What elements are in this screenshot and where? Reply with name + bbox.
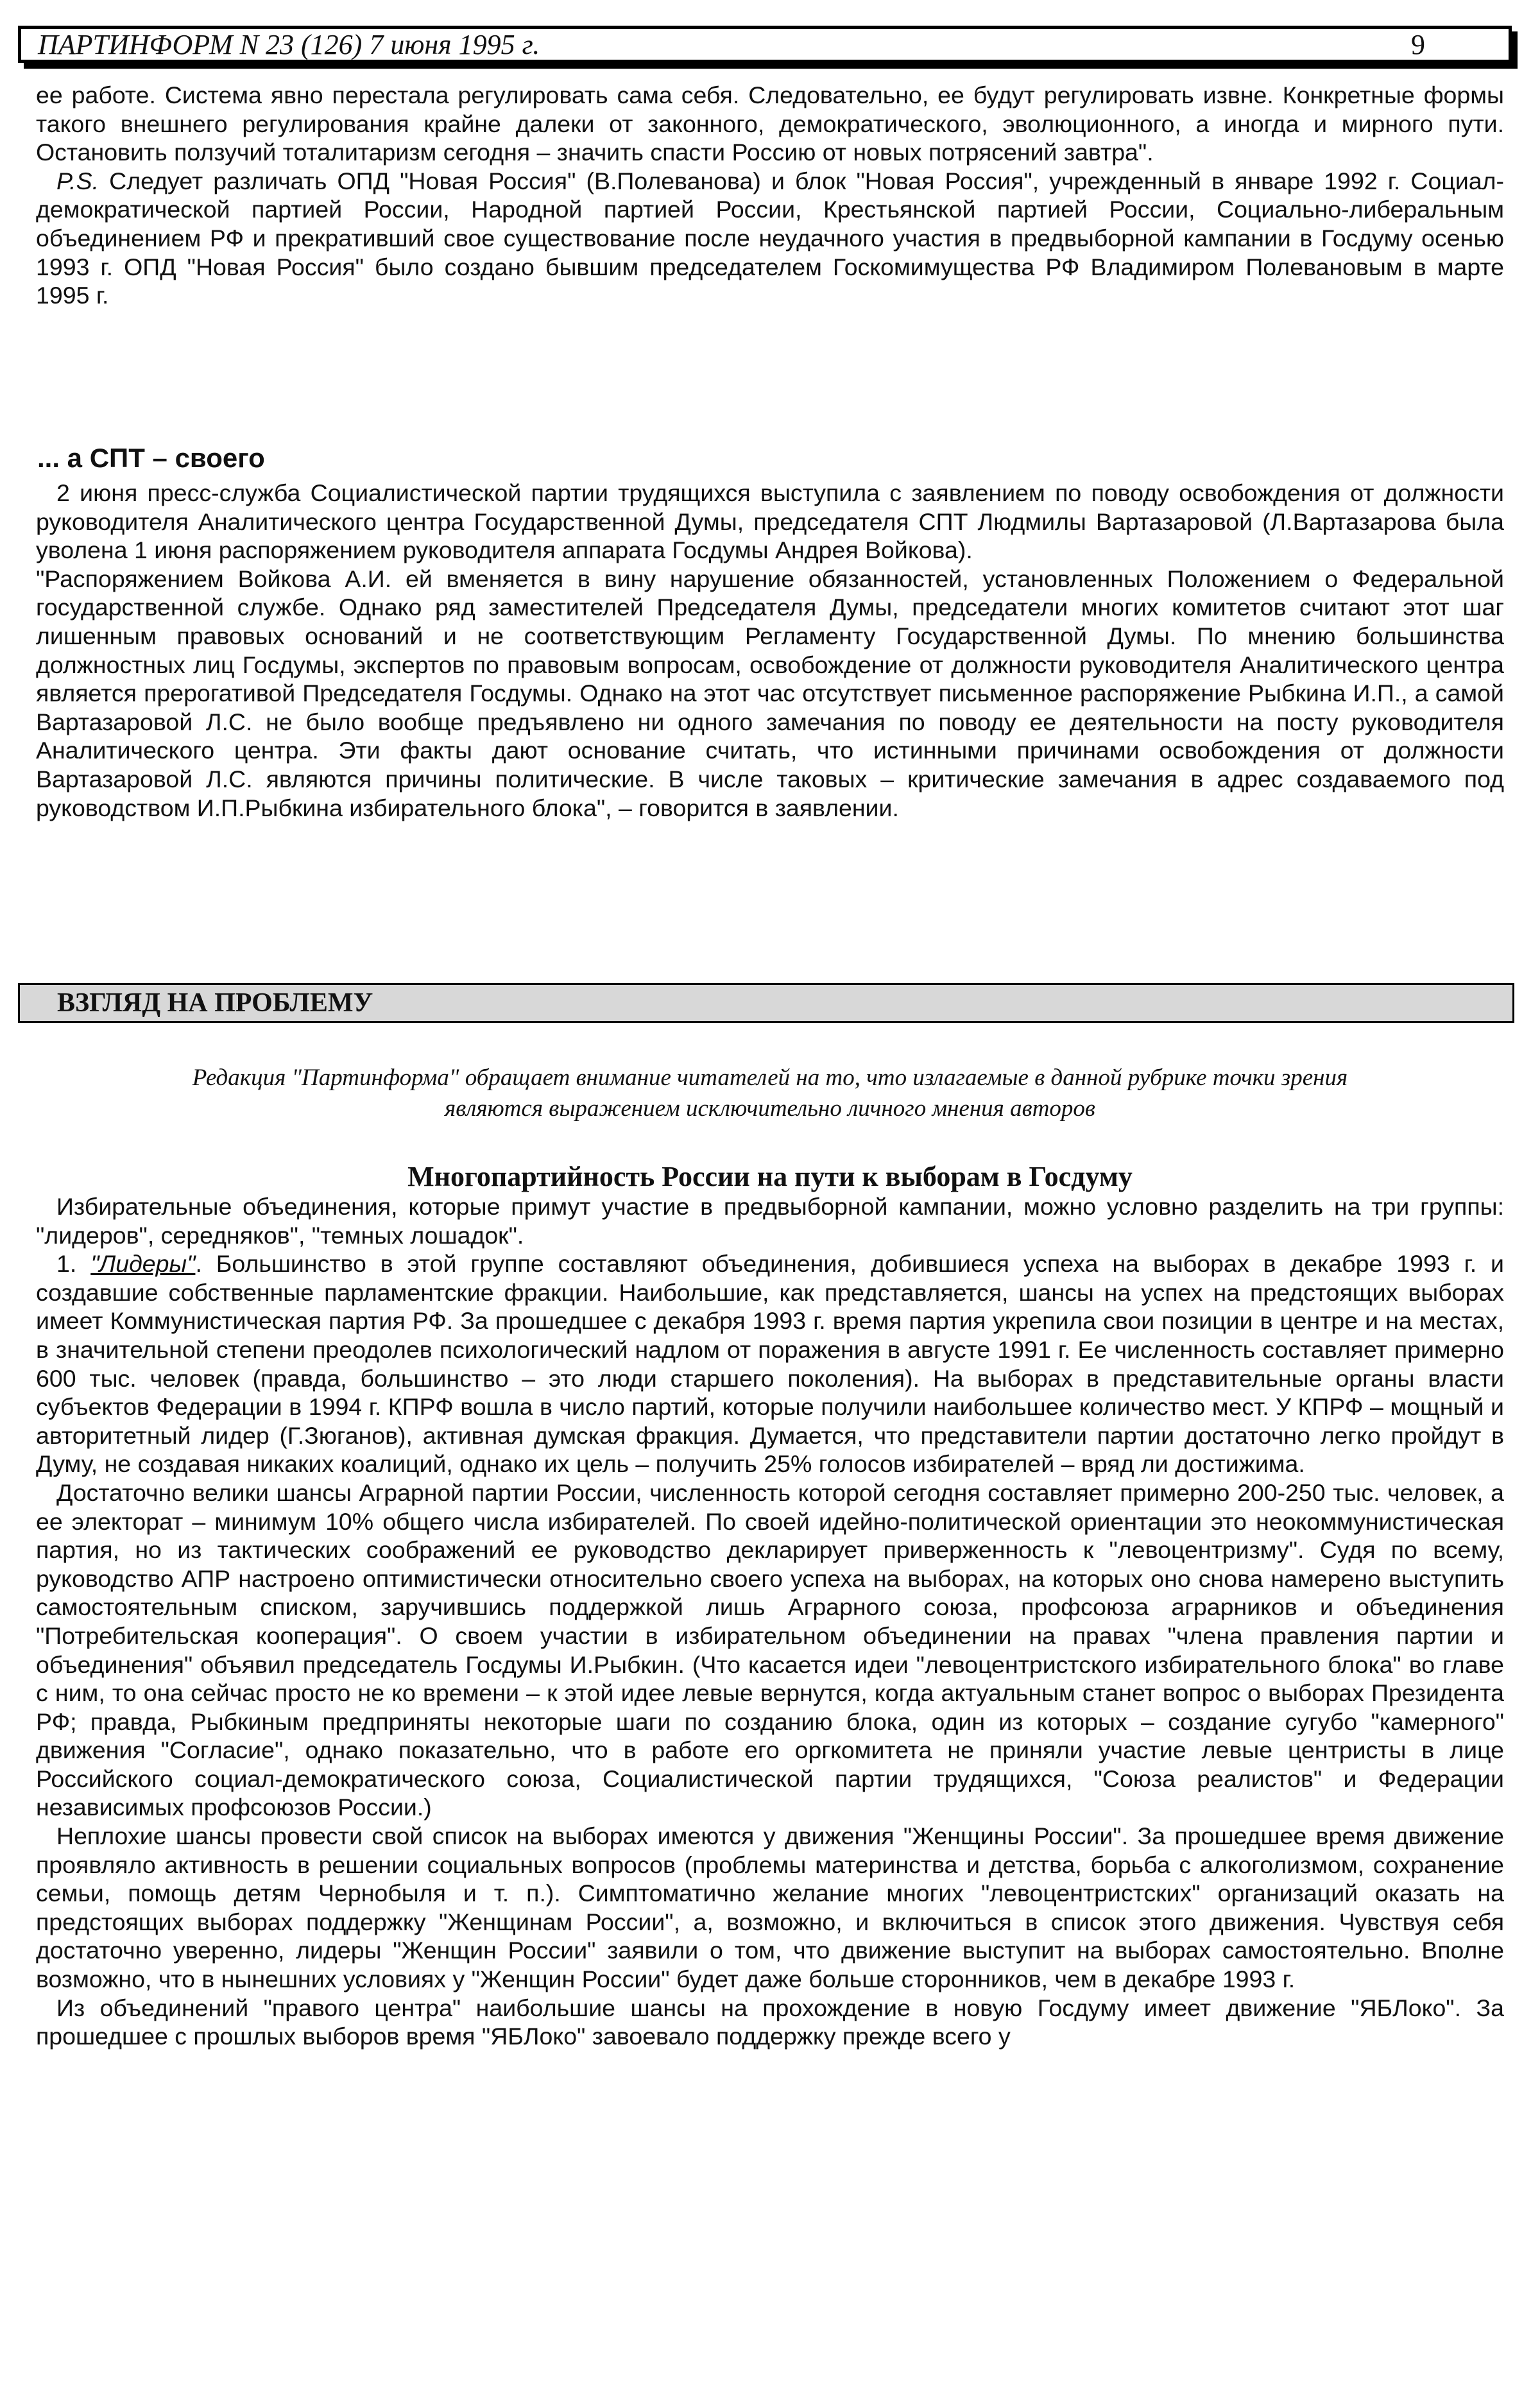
header-title: ПАРТИНФОРМ N 23 (126) 7 июня 1995 г. bbox=[38, 28, 540, 60]
editorial-note bbox=[64, 1063, 1476, 1124]
article-body bbox=[36, 1192, 1504, 2051]
paragraph-leaders bbox=[36, 1249, 1504, 1478]
list-number: 1. bbox=[56, 1250, 91, 1278]
section-heading: ... а СПТ – своего bbox=[37, 443, 265, 473]
ps-label: P.S. bbox=[56, 167, 99, 194]
paragraph: Неплохие шансы провести свой список на выборах имеются у движения "Женщины России". За прошедшее время движение проявляло активность в решении социальных вопросов (проблемы материнства и детства, борьба с алкоголизмом, сохранение семьи, помощь детям Чернобыля и т. п.). Симптоматично желание многих "левоцентристских" организаций оказать на предстоящих выборах поддержку "Женщинам России", а, возможно, и включиться в список этого движения. Чувствуя себя достаточно уверенно, лидеры "Женщин России" заявили о том, что движение выступит на выборах самостоятельно. Вполне возможно, что в нынешних условиях у "Женщин России" будет даже больше сторонников, чем в декабре 1993 г. bbox=[36, 1822, 1504, 1993]
paragraph: Достаточно велики шансы Аграрной партии России, численность которой сегодня составляет примерно 200-250 тыс. человек, а ее электорат – минимум 10% общего числа избирателей. По своей идейно-политической ориентации это неокоммунистическая партия, но из тактических соображений ее руководство декларирует приверженность к "левоцентризму". Судя по всему, руководство АПР настроено оптимистически относительно своего успеха на выборах, на которых оно снова намерено выступить самостоятельным списком, заручившись поддержкой лишь Аграрного союза, профсоюза аграрников и объединения "Потребительская кооперация". О своем участии в избирательном объединении на правах "члена правления партии и объединения" объявил председатель Госдумы И.Рыбкин. (Что касается идеи "левоцентристского избирательного блока" во главе с ним, то она сейчас просто не ко времени – к этой идее левые вернутся, когда актуальным станет вопрос о выборах Президента РФ; правда, Рыбкиным предприняты некоторые шаги по созданию блока, один из которых – создание сугубо "камерного" движения "Согласие", однако показательно, что в работе его оргкомитета не приняли участие левые центристы в лице Российского социал-демократического союза, Социалистической партии трудящихся, "Союза реалистов" и Федерации независимых профсоюзов России.) bbox=[36, 1478, 1504, 1821]
rubric-banner: ВЗГЛЯД НА ПРОБЛЕМУ bbox=[18, 983, 1514, 1023]
section-continuation bbox=[36, 81, 1504, 310]
section-spt bbox=[36, 479, 1504, 822]
ps-text: Следует различать ОПД "Новая Россия" (В.Полеванова) и блок "Новая Россия", учрежденный в январе 1992 г. Социал-демократической партией России, Народной партией России, Крестьянской партией России, Социально-либеральным объединением РФ и прекративший свое существование после неудачного участия в предвыборной кампании в Госдуму осенью 1993 г. ОПД "Новая Россия" было создано бывшим председателем Госкомимущества РФ Владимиром Полевановым в марте 1995 г. bbox=[36, 167, 1504, 309]
page-header bbox=[18, 26, 1512, 63]
page-number: 9 bbox=[1411, 28, 1425, 60]
leaders-text: . Большинство в этой группе составляют объединения, добившиеся успеха на выборах в декабре 1993 г. и создавшие собственные парламентские фракции. Наибольшие, как представляется, шансы на успех на предстоящих выборах имеет Коммунистическая партия РФ. За прошедшее с декабря 1993 г. время партия укрепила свои позиции в центре и на местах, в значительной степени преодолев психологический надлом от поражения в августе 1991 г. Ее численность составляет примерно 600 тыс. человек (правда, большинство – это люди старшего поколения). На выборах в представительные органы власти субъектов Федерации в 1994 г. КПРФ вошла в число партий, которые получили наибольшее количество мест. У КПРФ – мощный и авторитетный лидер (Г.Зюганов), активная думская фракция. Думается, что представители партии достаточно легко пройдут в Думу, не создавая никаких коалиций, однако их цель – получить 25% голосов избирателей – вряд ли достижима. bbox=[36, 1250, 1504, 1478]
leaders-label: "Лидеры" bbox=[90, 1250, 196, 1278]
paragraph: ее работе. Система явно перестала регулировать сама себя. Следовательно, ее будут регулировать извне. Конкретные формы такого внешнего регулирования крайне далеки от законного, демократического, эволюционного, а иногда и мирного пути. Остановить ползучий тоталитаризм сегодня – значить спасти Россию от новых потрясений завтра". bbox=[36, 81, 1504, 166]
article-title: Многопартийность России на пути к выборам в Госдуму bbox=[407, 1161, 1133, 1192]
paragraph: 2 июня пресс-служба Социалистической партии трудящихся выступила с заявлением по поводу освобождения от должности руководителя Аналитического центра Государственной Думы, председателя СПТ Людмилы Вартазаровой (Л.Вартазарова была уволена 1 июня распоряжением руководителя аппарата Госдумы Андрея Войкова). bbox=[36, 479, 1504, 564]
editorial-line: являются выражением исключительно личного мнения авторов bbox=[445, 1095, 1095, 1122]
postscript-paragraph bbox=[36, 167, 1504, 310]
editorial-line: Редакция "Партинформа" обращает внимание читателей на то, что излагаемые в данной рубрике точки зрения bbox=[192, 1065, 1348, 1091]
paragraph: Из объединений "правого центра" наибольшие шансы на прохождение в новую Госдуму имеет движение "ЯБЛоко". За прошедшее с прошлых выборов время "ЯБЛоко" завоевало поддержку прежде всего у bbox=[36, 1994, 1504, 2050]
paragraph: Избирательные объединения, которые примут участие в предвыборной кампании, можно условно разделить на три группы: "лидеров", середняков", "темных лошадок". bbox=[36, 1193, 1504, 1249]
paragraph: "Распоряжением Войкова А.И. ей вменяется в вину нарушение обязанностей, установленных Положением о Федеральной государственной службе. Однако ряд заместителей Председателя Думы, председатели многих комитетов считают этот шаг лишенным правовых оснований и не соответствующим Регламенту Государственной Думы. По мнению большинства должностных лиц Госдумы, экспертов по правовым вопросам, освобождение от должности руководителя Аналитического центра является прерогативой Председателя Госдумы. Однако на этот час отсутствует письменное распоряжение Рыбкина И.П., а самой Вартазаровой Л.С. не было вообще предъявлено ни одного замечания по поводу ее деятельности на посту руководителя Аналитического центра. Эти факты дают основание считать, что истинными причинами освобождения от должности Вартазаровой Л.С. являются причины политические. В числе таковых – критические замечания в адрес создаваемого под руководством И.П.Рыбкина избирательного блока", – говорится в заявлении. bbox=[36, 565, 1504, 821]
